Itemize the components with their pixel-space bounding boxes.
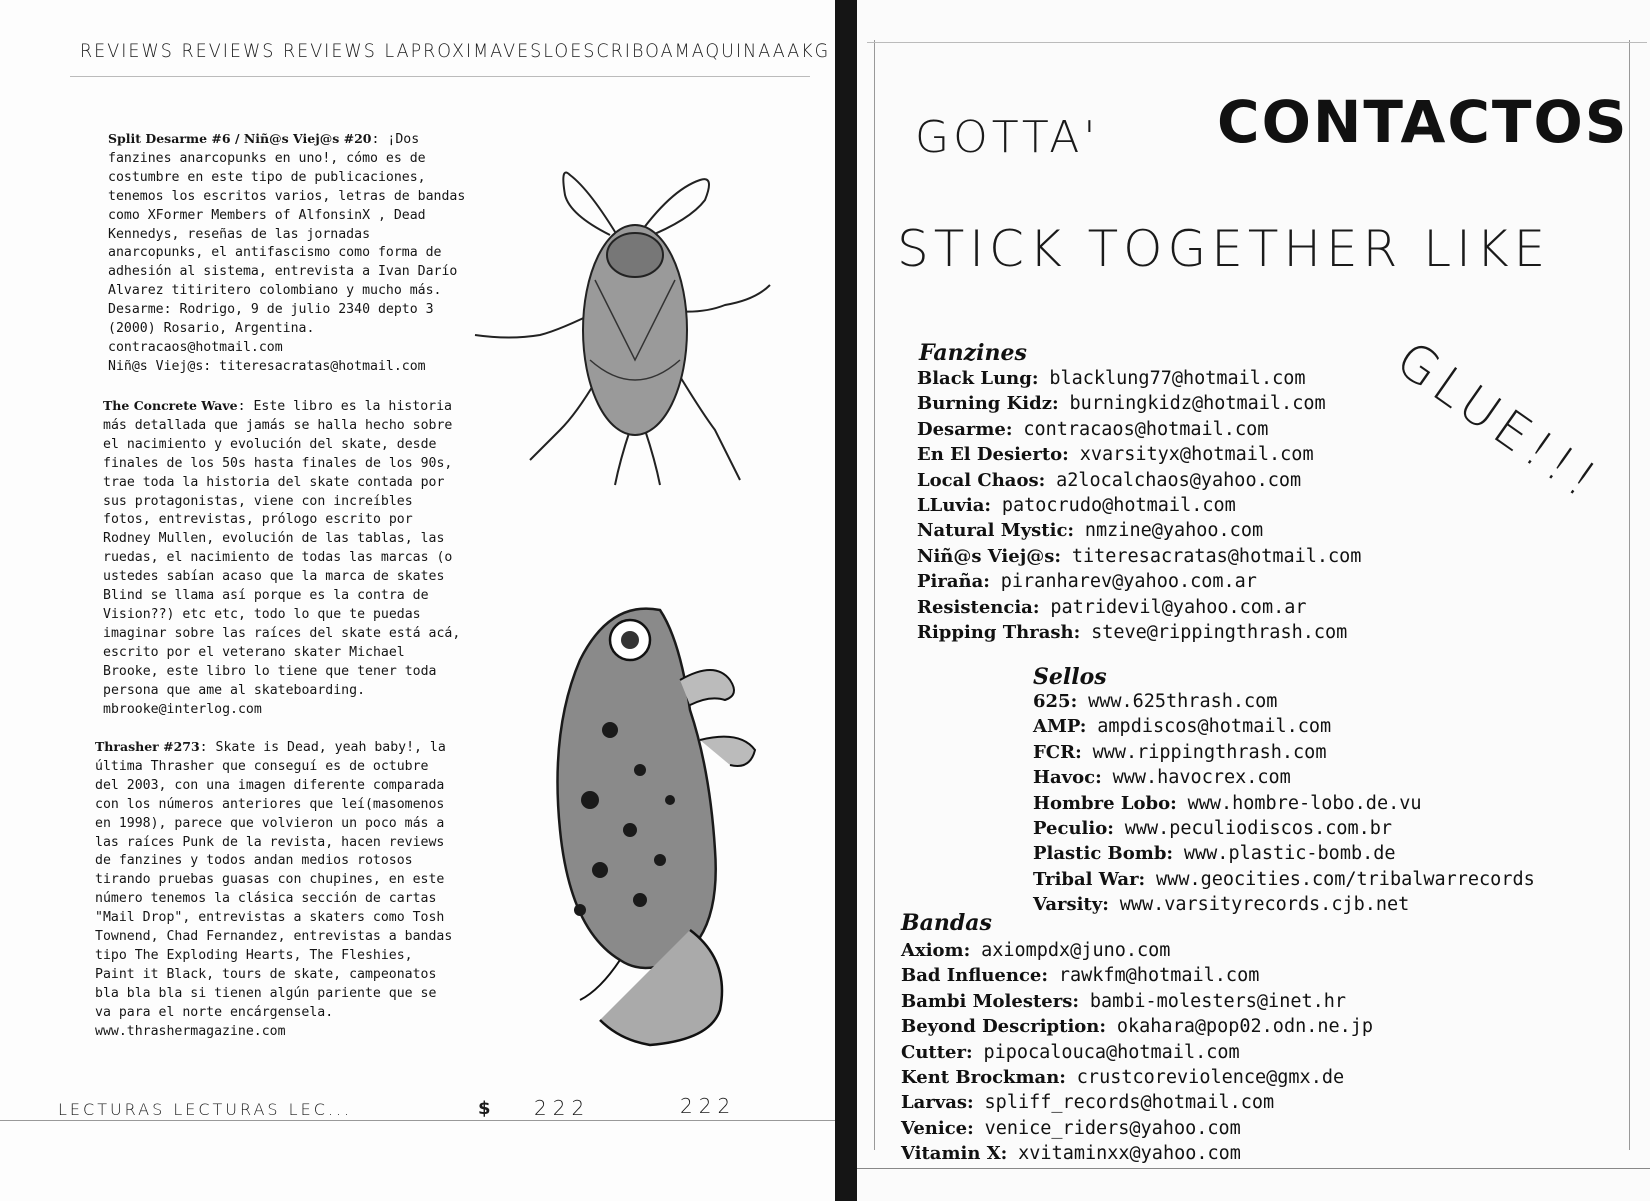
fanzine-contact: [917, 622, 1361, 647]
contact-address: titeresacratas@hotmail.com: [1071, 545, 1362, 567]
contact-name: Plastic Bomb:: [1033, 843, 1174, 865]
banda-contact: [901, 1118, 1373, 1143]
heading-stick-together: STICK TOGETHER LIKE: [897, 220, 1551, 278]
contact-address: piranharev@yahoo.com.ar: [1000, 571, 1257, 593]
sello-contact: [1033, 869, 1535, 894]
footer-lecturas: LECTURAS LECTURAS LEC...: [58, 1100, 353, 1119]
reviews-header: REVIEWS REVIEWS REVIEWS LAPROXIMAVESLOESCRIBOAMAQUINAAAKG: [80, 40, 831, 62]
footer-page-number-b: 222: [680, 1094, 737, 1118]
contact-name: Vitamin X:: [901, 1143, 1008, 1165]
review-line: Brooke, este libro lo tiene que tener toda: [103, 663, 437, 679]
review-line: tipo The Exploding Hearts, The Fleshies,: [95, 947, 413, 963]
contact-address: xvitaminxx@yahoo.com: [1018, 1143, 1241, 1165]
section-fanzines: Fanzines: [919, 340, 1027, 366]
contact-name: Local Chaos:: [917, 469, 1046, 491]
review-line: de fanzines y todos andan medios rotosos: [95, 853, 413, 869]
review-line: Niñ@s Viej@s: titeresacratas@hotmail.com: [108, 358, 426, 374]
fanzines-list: [917, 368, 1361, 647]
footer-mark: $: [478, 1098, 494, 1119]
review-line: contracaos@hotmail.com: [108, 339, 283, 355]
contact-name: Venice:: [901, 1117, 974, 1139]
review-line: Kennedys, reseñas de las jornadas: [108, 226, 371, 242]
review-line: Desarme: Rodrigo, 9 de julio 2340 depto 3: [108, 302, 434, 318]
contact-address: www.rippingthrash.com: [1092, 741, 1327, 763]
fanzine-contact: [917, 444, 1361, 469]
review-line: última Thrasher que conseguí es de octubre: [95, 758, 429, 774]
review-line: Paint it Black, tours de skate, campeonatos: [95, 966, 437, 982]
contact-address: www.plastic-bomb.de: [1183, 843, 1396, 865]
contact-address: rawkfm@hotmail.com: [1058, 965, 1260, 987]
banda-contact: [901, 1092, 1373, 1117]
review-line: escrito por el veterano skater Michael: [103, 644, 405, 660]
review-line: ustedes sabían acaso que la marca de skates: [103, 569, 445, 585]
contact-address: crustcoreviolence@gmx.de: [1076, 1066, 1345, 1088]
contact-name: Tribal War:: [1033, 868, 1146, 890]
contact-name: Beyond Description:: [901, 1016, 1107, 1038]
section-bandas: Bandas: [901, 910, 992, 936]
page-border-right: [1629, 40, 1630, 1150]
fanzine-contact: [917, 393, 1361, 418]
contact-name: Cutter:: [901, 1041, 973, 1063]
contact-name: Havoc:: [1033, 767, 1102, 789]
fanzine-contact: [917, 520, 1361, 545]
review-line: Blind se llama así porque es la contra de: [103, 588, 429, 604]
review-line: bla bla bla si tienen algún pariente que se: [95, 985, 437, 1001]
contact-name: Bad Influence:: [901, 965, 1049, 987]
contact-address: xvarsityx@hotmail.com: [1079, 444, 1314, 466]
review-line: en 1998), parece que volvieron un poco más a: [95, 815, 445, 831]
contact-address: www.varsityrecords.cjb.net: [1119, 894, 1410, 916]
review-line: Vision??) etc etc, todo lo que te puedas: [103, 606, 421, 622]
contact-name: Hombre Lobo:: [1033, 792, 1177, 814]
contact-address: pipocalouca@hotmail.com: [983, 1041, 1240, 1063]
fanzine-contact: [917, 571, 1361, 596]
footer-page-number-a: 222: [534, 1096, 591, 1120]
contact-name: Resistencia:: [917, 596, 1040, 618]
review-line: persona que ame al skateboarding.: [103, 682, 366, 698]
sello-contact: [1033, 843, 1535, 868]
contact-address: www.peculiodiscos.com.br: [1124, 817, 1393, 839]
book-spine: [835, 0, 857, 1201]
fanzine-contact: [917, 597, 1361, 622]
review-line: sus protagonistas, viene con increíbles: [103, 493, 413, 509]
sello-contact: [1033, 742, 1535, 767]
review-line: Alvarez titiritero colombiano y mucho más.: [108, 283, 442, 299]
heading-gotta: GOTTA': [915, 112, 1100, 163]
page-border-left: [874, 40, 875, 1150]
review-line: "Mail Drop", entrevistas a skaters como Tosh: [95, 910, 445, 926]
contact-name: Axiom:: [901, 940, 971, 961]
review-title: Split Desarme #6 / Niñ@s Viej@s #20: [108, 131, 372, 146]
review-line: va para el norte encárgensela.: [95, 1004, 334, 1020]
contact-name: LLuvia:: [917, 494, 992, 516]
review-block: [103, 397, 460, 719]
contact-address: axiompdx@juno.com: [981, 940, 1171, 961]
fanzine-contact: [917, 368, 1361, 393]
heading-contactos: CONTACTOS: [1217, 88, 1629, 156]
contact-address: www.hombre-lobo.de.vu: [1187, 792, 1422, 814]
contact-name: Bambi Molesters:: [901, 990, 1079, 1012]
contact-name: Burning Kidz:: [917, 393, 1059, 415]
contact-name: Black Lung:: [917, 368, 1039, 389]
review-line: Rodney Mullen, evolución de las tablas, las: [103, 531, 445, 547]
review-line: anarcopunks, el antifascismo como forma de: [108, 245, 442, 261]
contact-name: Peculio:: [1033, 817, 1114, 839]
banda-contact: [901, 1067, 1373, 1092]
sello-contact: [1033, 818, 1535, 843]
contact-address: spliff_records@hotmail.com: [984, 1092, 1275, 1114]
review-line: tenemos los escritos varios, letras de bandas: [108, 188, 466, 204]
review-line: finales de los 50s hasta finales de los 90s,: [103, 455, 453, 471]
fanzine-contact: [917, 470, 1361, 495]
review-line: Thrasher #273: Skate is Dead, yeah baby!, la: [95, 739, 446, 755]
review-line: con los números anteriores que leí(masomenos: [95, 796, 445, 812]
review-line: como XFormer Members of AlfonsinX , Dead: [108, 207, 426, 223]
contact-name: En El Desierto:: [917, 444, 1069, 466]
banda-contact: [901, 965, 1373, 990]
sello-contact: [1033, 894, 1535, 919]
review-line: adhesión al sistema, entrevista a Ivan Darío: [108, 264, 458, 280]
fanzine-contact: [917, 419, 1361, 444]
contact-address: patridevil@yahoo.com.ar: [1050, 596, 1307, 618]
review-line: fanzines anarcopunks en uno!, cómo es de: [108, 150, 426, 166]
sello-contact: [1033, 716, 1535, 741]
heading-glue: GLUE!!!: [1385, 330, 1612, 512]
review-line: Townend, Chad Fernandez, entrevistas a bandas: [95, 929, 453, 945]
header-rule: [70, 76, 810, 77]
review-line: imaginar sobre las raíces del skate está acá,: [103, 625, 461, 641]
review-line: el nacimiento y evolución del skate, desde: [103, 436, 437, 452]
banda-contact: [901, 991, 1373, 1016]
review-line: las raíces Punk de la revista, hacen reviews: [95, 834, 445, 850]
contact-name: FCR:: [1033, 741, 1082, 763]
contact-name: Niñ@s Viej@s:: [917, 545, 1062, 567]
contact-name: Ripping Thrash:: [917, 621, 1081, 643]
review-line: ruedas, el nacimiento de todas las marcas (o: [103, 550, 453, 566]
contact-name: Natural Mystic:: [917, 520, 1075, 542]
contact-name: 625:: [1033, 691, 1078, 712]
contact-address: steve@rippingthrash.com: [1091, 621, 1348, 643]
section-sellos: Sellos: [1033, 664, 1107, 690]
review-line: trae toda la historia del skate contada por: [103, 474, 445, 490]
contact-address: contracaos@hotmail.com: [1023, 418, 1269, 440]
banda-contact: [901, 1042, 1373, 1067]
page-border-top: [867, 42, 1647, 43]
review-line: (2000) Rosario, Argentina.: [108, 321, 315, 337]
sello-contact: [1033, 793, 1535, 818]
fanzine-contact: [917, 495, 1361, 520]
contact-name: Desarme:: [917, 418, 1013, 440]
sello-contact: [1033, 767, 1535, 792]
footer-rule: [0, 1120, 835, 1121]
review-line: fotos, entrevistas, prólogo escrito por: [103, 512, 413, 528]
bandas-list: [901, 940, 1373, 1169]
right-page: [857, 0, 1650, 1201]
contact-address: a2localchaos@yahoo.com: [1056, 469, 1302, 491]
contact-name: Larvas:: [901, 1092, 974, 1114]
banda-contact: [901, 940, 1373, 965]
contact-address: burningkidz@hotmail.com: [1069, 393, 1326, 415]
contact-address: blacklung77@hotmail.com: [1049, 368, 1306, 389]
contact-name: AMP:: [1033, 716, 1087, 738]
review-block: [95, 738, 452, 1042]
contact-name: Varsity:: [1033, 894, 1109, 916]
review-title: Thrasher #273: [95, 739, 200, 754]
sellos-list: [1033, 691, 1535, 920]
banda-contact: [901, 1016, 1373, 1041]
contact-address: bambi-molesters@inet.hr: [1089, 990, 1347, 1012]
banda-contact: [901, 1143, 1373, 1168]
contact-address: patocrudo@hotmail.com: [1001, 494, 1236, 516]
contact-name: Kent Brockman:: [901, 1066, 1066, 1088]
sello-contact: [1033, 691, 1535, 716]
contact-name: Piraña:: [917, 571, 990, 593]
frog-illustration: [540, 600, 800, 1060]
review-line: número tenemos la clásica sección de cartas: [95, 891, 437, 907]
review-title: The Concrete Wave: [103, 398, 238, 413]
review-line: The Concrete Wave: Este libro es la historia: [103, 398, 452, 414]
review-line: mbrooke@interlog.com: [103, 701, 262, 717]
water-bug-illustration: [470, 160, 780, 490]
contact-address: www.havocrex.com: [1112, 767, 1291, 789]
contact-address: www.625thrash.com: [1088, 691, 1278, 712]
contact-address: okahara@pop02.odn.ne.jp: [1116, 1016, 1374, 1038]
review-line: del 2003, con una imagen diferente comparada: [95, 777, 445, 793]
contact-address: nmzine@yahoo.com: [1084, 520, 1264, 542]
review-block: [108, 130, 465, 377]
fanzine-contact: [917, 546, 1361, 571]
review-line: Split Desarme #6 / Niñ@s Viej@s #20: ¡Dos: [108, 131, 420, 147]
contact-address: www.geocities.com/tribalwarrecords: [1156, 868, 1535, 890]
review-line: www.thrashermagazine.com: [95, 1023, 286, 1039]
contact-address: venice_riders@yahoo.com: [984, 1117, 1241, 1139]
review-line: costumbre en este tipo de publicaciones,: [108, 169, 426, 185]
review-line: más detallada que jamás se halla hecho sobre: [103, 417, 453, 433]
contact-address: ampdiscos@hotmail.com: [1097, 716, 1332, 738]
review-line: tirando pruebas guasas con chupines, en este: [95, 872, 445, 888]
